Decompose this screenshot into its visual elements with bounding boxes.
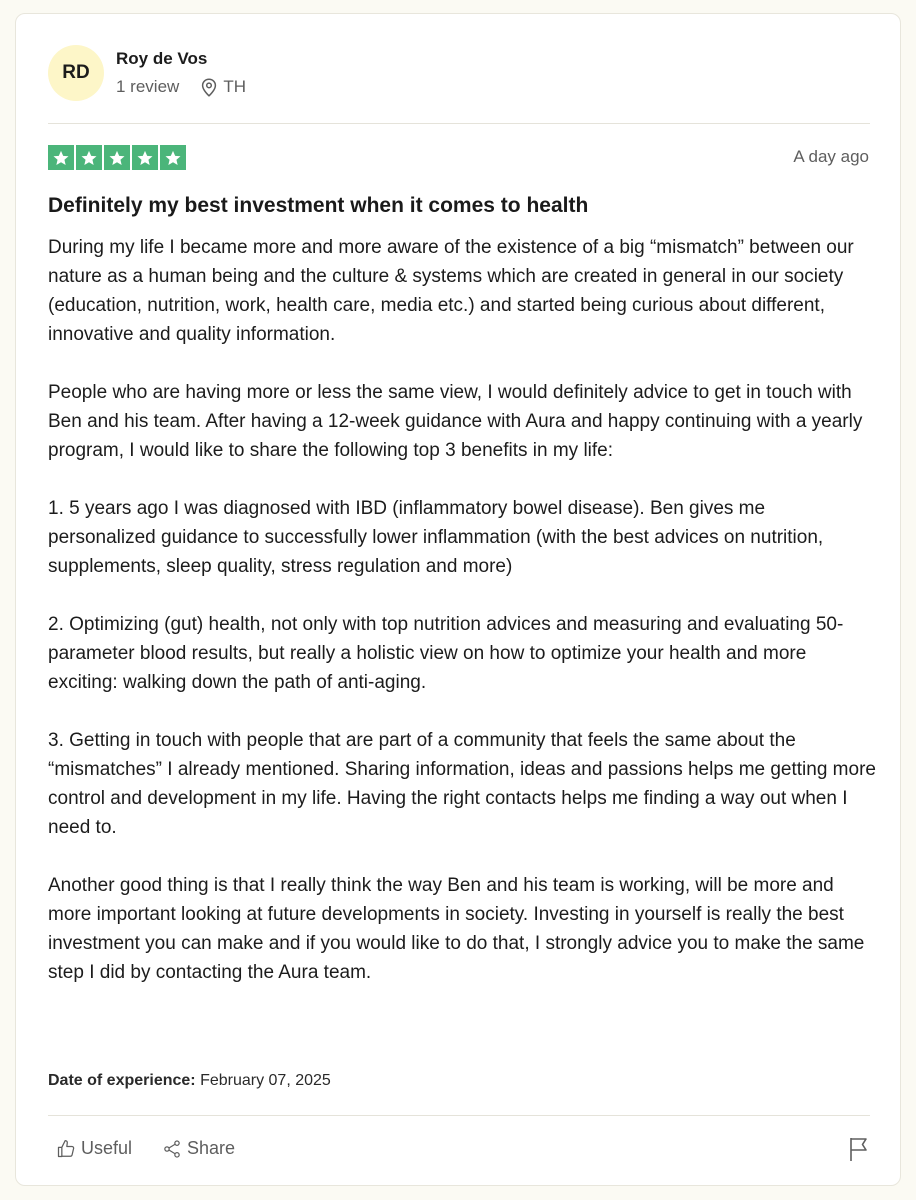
review-paragraph: People who are having more or less the same view, I would definitely advice to get in touch with Ben and his team. After having a 12-week guidance with Aura and happy continuing with a yearly program, I would like to share the following top 3 benefits in my life: [48, 382, 863, 461]
review-title[interactable]: Definitely my best investment when it comes to health [48, 194, 589, 217]
flag-icon [848, 1136, 870, 1162]
review-paragraph: Another good thing is that I really think the way Ben and his team is working, will be more and more important looking at future developments in society. Investing in yourself is really the best investment you can make and if you would like to do that, I strongly advice you to make the same step I did by contacting the Aura team. [48, 875, 865, 983]
review-paragraph: During my life I became more and more aware of the existence of a big “mismatch” between our nature as a human being and the culture & systems which are created in general in our society (education, nutrition, work, health care, media etc.) and started being curious about different, innovative and quality information. [48, 237, 854, 345]
review-count: 1 review [116, 77, 180, 96]
header-divider [48, 123, 870, 124]
useful-button[interactable] [56, 1138, 132, 1159]
report-button[interactable] [848, 1136, 870, 1167]
reviewer-country: TH [223, 77, 246, 96]
star-icon [132, 145, 158, 170]
avatar[interactable]: RD [48, 45, 104, 101]
location-pin-icon [201, 78, 217, 97]
review-body [48, 233, 878, 1016]
experience-date: February 07, 2025 [200, 1072, 331, 1089]
review-date: A day ago [793, 147, 869, 166]
footer-divider [48, 1115, 870, 1116]
reviewer-meta [116, 77, 246, 97]
review-actions [56, 1138, 265, 1159]
thumbs-up-icon [56, 1139, 76, 1159]
star-icon [48, 145, 74, 170]
reviewer-header [48, 45, 848, 105]
star-icon [160, 145, 186, 170]
star-icon [76, 145, 102, 170]
review-card [15, 13, 901, 1186]
share-icon [162, 1139, 182, 1159]
reviewer-name[interactable]: Roy de Vos [116, 49, 208, 68]
star-rating [48, 145, 186, 170]
review-paragraph: 2. Optimizing (gut) health, not only with top nutrition advices and measuring and evaluating 50-parameter blood results, but really a holistic view on how to optimize your health and more exciting: walking down the path of anti-aging. [48, 614, 844, 693]
share-button[interactable] [162, 1138, 235, 1159]
date-of-experience [48, 1072, 331, 1090]
star-icon [104, 145, 130, 170]
review-paragraph: 1. 5 years ago I was diagnosed with IBD (inflammatory bowel disease). Ben gives me personalized guidance to successfully lower inflammation (with the best advices on nutrition, supplements, sleep quality, stress regulation and more) [48, 498, 824, 577]
useful-label: Useful [81, 1138, 133, 1158]
review-paragraph: 3. Getting in touch with people that are part of a community that feels the same about the “mismatches” I already mentioned. Sharing information, ideas and passions helps me getting more control and development in my life. Having the right contacts helps me finding a way out when I need to. [48, 730, 876, 838]
experience-label: Date of experience: [48, 1072, 196, 1089]
share-label: Share [187, 1138, 236, 1158]
